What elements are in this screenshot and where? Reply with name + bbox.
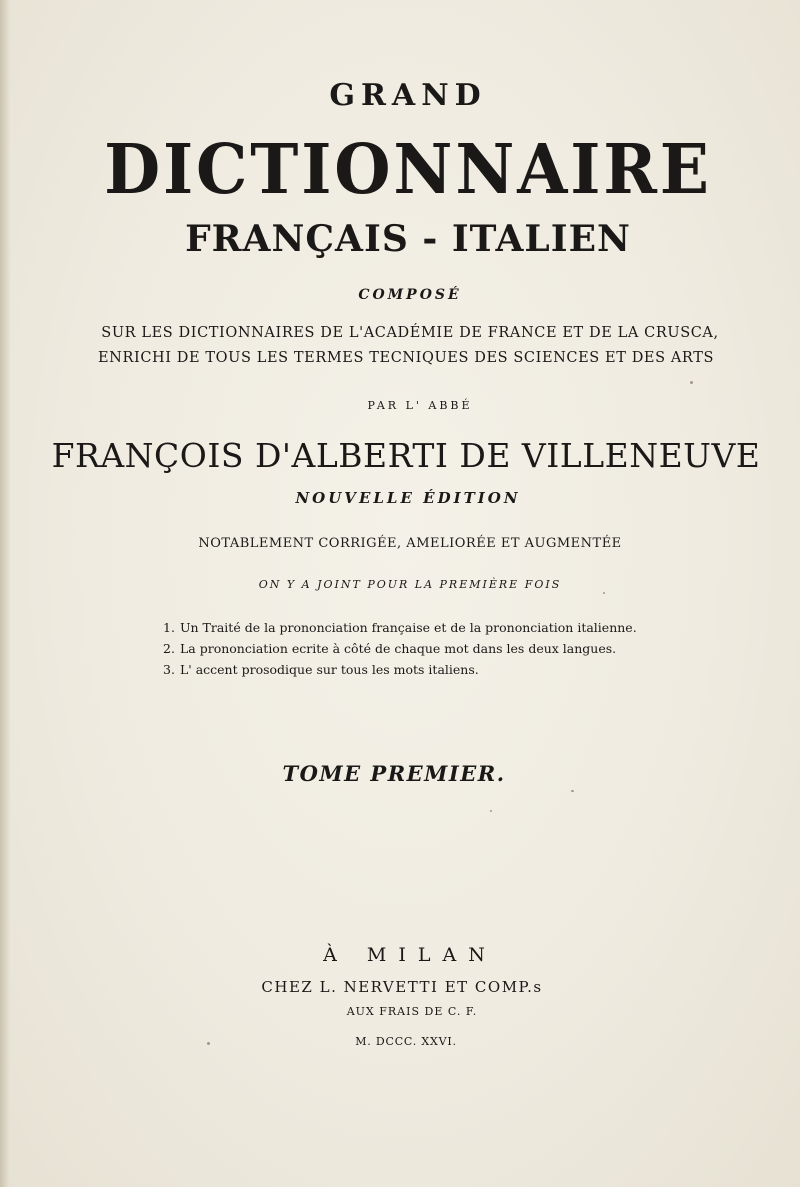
list-item-number: 2. (163, 641, 175, 656)
additions-list (163, 620, 637, 683)
subtitle-line-2: ENRICHI DE TOUS LES TERMES TECNIQUES DES SCIENCES ET DES ARTS (98, 350, 714, 366)
list-item-number: 1. (163, 620, 175, 635)
paper-speck (690, 381, 693, 384)
edition-label: NOUVELLE ÉDITION (295, 489, 521, 507)
added-note: ON Y A JOINT POUR LA PREMIÈRE FOIS (258, 578, 562, 591)
list-item (163, 662, 637, 683)
by-line: PAR L' ABBÉ (367, 399, 473, 412)
imprint-city: À MILAN (323, 944, 497, 966)
subtitle-line-1: SUR LES DICTIONNAIRES DE L'ACADÉMIE DE FRANCE ET DE LA CRUSCA, (101, 325, 719, 341)
imprint-date: M. DCCC. XXVI. (355, 1035, 457, 1048)
title-grand: GRAND (329, 78, 487, 113)
author-name: FRANÇOIS D'ALBERTI DE VILLENEUVE (51, 436, 761, 475)
list-item-text: La prononciation ecrite à côté de chaque mot dans les deux langues. (179, 641, 617, 656)
list-item (163, 620, 637, 641)
paper-speck (207, 1042, 210, 1045)
paper-speck (490, 810, 492, 812)
volume-label: TOME PREMIER. (282, 761, 506, 786)
compose-label: COMPOSÉ (358, 287, 462, 303)
title-languages: FRANÇAIS - ITALIEN (185, 218, 631, 260)
edition-note: NOTABLEMENT CORRIGÉE, AMELIORÉE ET AUGMENTÉE (198, 536, 622, 551)
title-dictionnaire: DICTIONNAIRE (104, 130, 712, 210)
imprint-financed-by: AUX FRAIS DE C. F. (346, 1005, 478, 1018)
paper-speck (603, 592, 605, 594)
list-item-text: Un Traité de la prononciation française et de la prononciation italienne. (179, 620, 637, 635)
paper-speck (571, 790, 574, 792)
page-edge (0, 0, 10, 1187)
list-item-number: 3. (163, 662, 175, 677)
list-item (163, 641, 637, 662)
imprint-publisher: CHEZ L. NERVETTI ET COMP.s (261, 978, 543, 996)
list-item-text: L' accent prosodique sur tous les mots italiens. (179, 662, 479, 677)
